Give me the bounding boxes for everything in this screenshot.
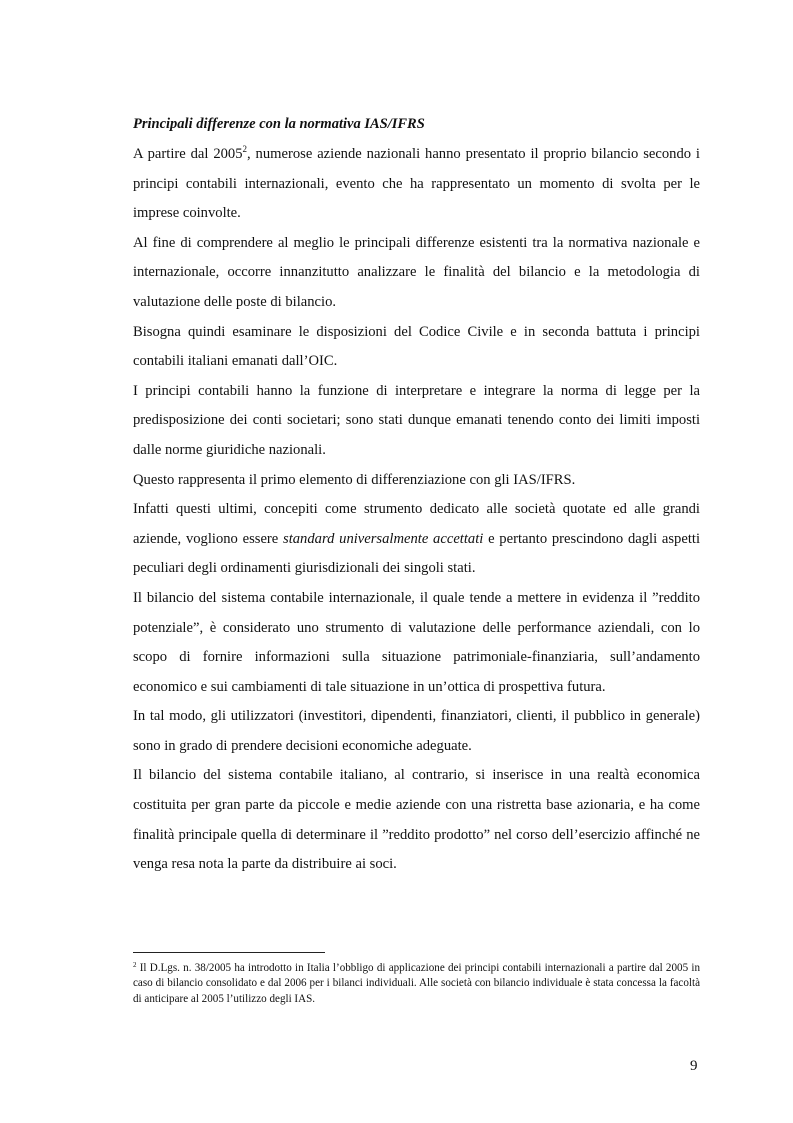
paragraph-8: In tal modo, gli utilizzatori (investitori, dipendenti, finanziatori, clienti, il pubblico in generale) sono in grado di prendere decisioni economiche adeguate. xyxy=(133,708,700,754)
paragraph-6-end: e pertanto prescindono dagli aspetti peculiari degli ordinamenti giurisdizionali dei singoli stati. xyxy=(133,530,700,577)
footnote-text: Il D.Lgs. n. 38/2005 ha introdotto in Italia l’obbligo di applicazione dei principi contabili internazionali a partire dal 2005 in caso di bilancio consolidato e dal 2006 per i bilanci individuali. Alle società con bilancio individuale è stata concessa la facoltà di anticipare al 2005 l’utilizzo degli IAS. xyxy=(133,962,700,1005)
paragraph-1 xyxy=(133,140,700,229)
footnote-number: 2 xyxy=(133,961,137,969)
paragraph-4: I principi contabili hanno la funzione di interpretare e integrare la norma di legge per la predisposizione dei conti societari; sono stati dunque emanati tenendo conto dei limiti imposti dalle norme giuridiche nazionali. xyxy=(133,382,700,458)
paragraph-2: Al fine di comprendere al meglio le principali differenze esistenti tra la normativa nazionale e internazionale, occorre innanzitutto analizzare le finalità del bilancio e la metodologia di valutazione delle poste di bilancio. xyxy=(133,234,700,310)
paragraph-6 xyxy=(133,495,700,584)
paragraph-6-start: Infatti questi ultimi, concepiti come strumento dedicato alle società quotate ed alle grandi aziende, vogliono essere xyxy=(133,501,700,547)
paragraph-1-start: A partire dal 2005 xyxy=(133,146,243,162)
italic-phrase: standard universalmente accettati xyxy=(283,530,484,547)
paragraph-1-end: , numerose aziende nazionali hanno presentato il proprio bilancio secondo i principi contabili internazionali, evento che ha rappresentato un momento di svolta per le imprese coinvolte. xyxy=(133,146,700,222)
footnote-reference[interactable]: 2 xyxy=(242,144,248,154)
footnote-divider xyxy=(133,952,325,953)
paragraph-7: Il bilancio del sistema contabile internazionale, il quale tende a mettere in evidenza il ”reddito potenziale”, è considerato uno strumento di valutazione delle performance aziendali, con lo scopo di fornire informazioni sulla situazione patrimoniale-finanziaria, sull’andamento economico e sui cambiamenti di tale situazione in un’ottica di prospettiva futura. xyxy=(133,589,700,695)
paragraph-9: Il bilancio del sistema contabile italiano, al contrario, si inserisce in una realtà economica costituita per gran parte da piccole e medie aziende con una ristretta base azionaria, e ha come finalità principale quella di determinare il ”reddito prodotto” nel corso dell’esercizio affinché ne venga resa nota la parte da distribuire ai soci. xyxy=(133,767,700,873)
paragraph-5: Questo rappresenta il primo elemento di differenziazione con gli IAS/IFRS. xyxy=(133,471,576,488)
section-heading: Principali differenze con la normativa IAS/IFRS xyxy=(133,116,425,132)
paragraph-3: Bisogna quindi esaminare le disposizioni del Codice Civile e in seconda battuta i principi contabili italiani emanati dall’OIC. xyxy=(133,323,700,370)
body-text xyxy=(133,140,700,880)
page-number: 9 xyxy=(690,1058,698,1074)
footnote xyxy=(133,961,700,1007)
